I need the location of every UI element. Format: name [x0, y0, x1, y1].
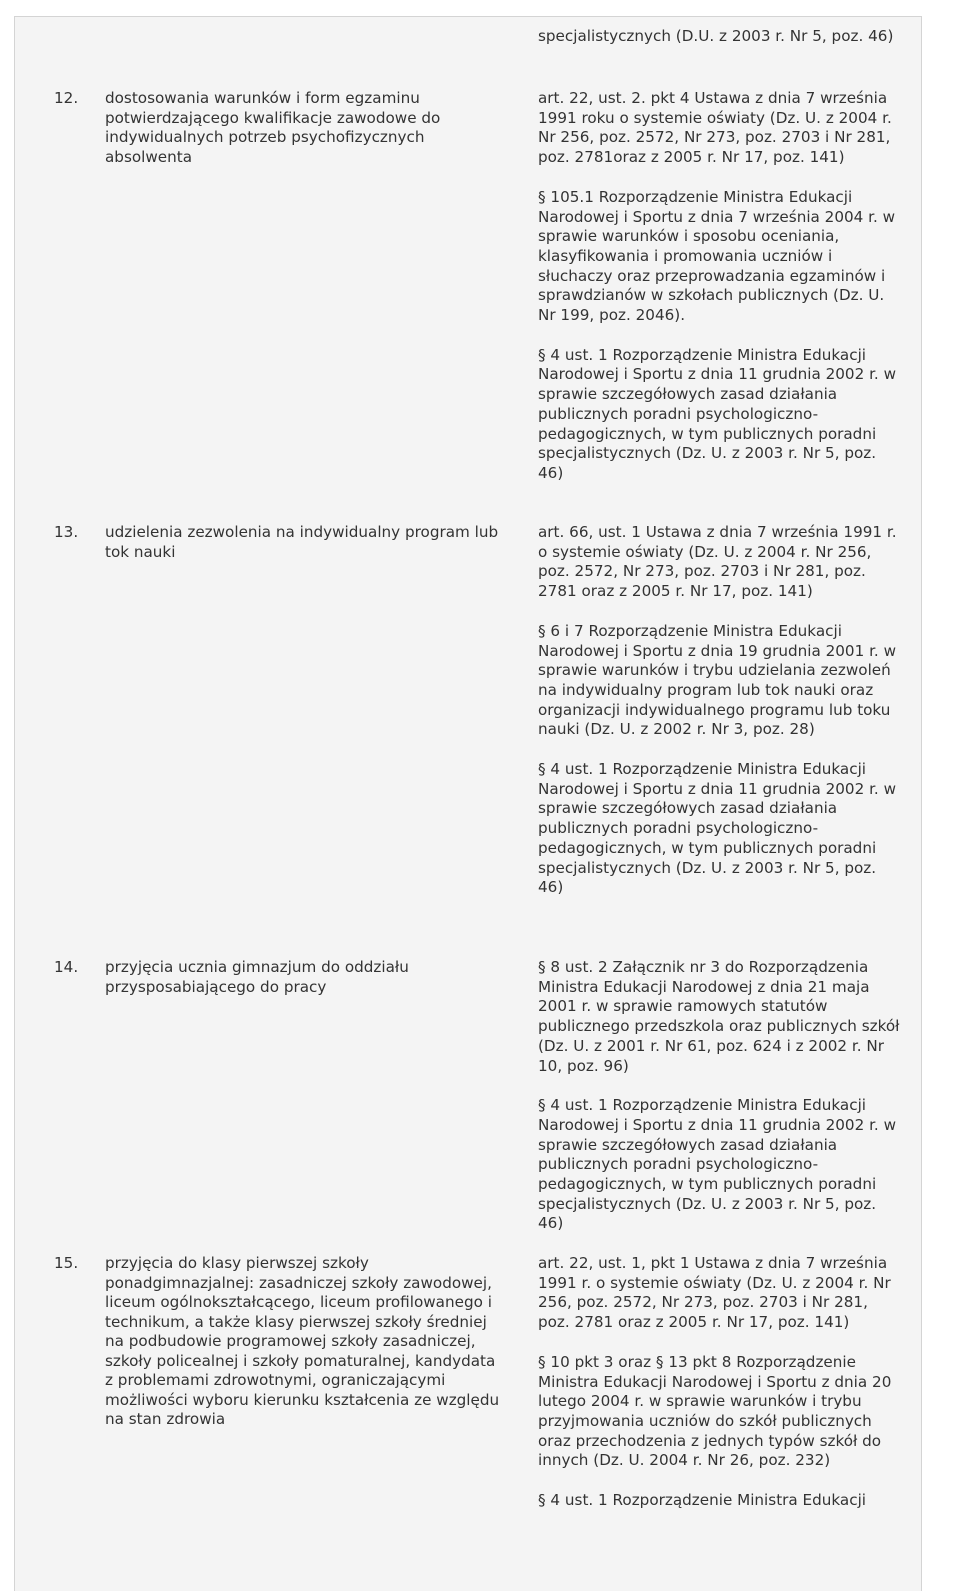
legal-basis-entry: § 105.1 Rozporządzenie Ministra Edukacji Narodowej i Sportu z dnia 7 września 2004 r. w sprawie warunków i sposobu oceniania, klasyfikowania i promowania uczniów i słuchaczy oraz przeprowadzania egzaminów i sprawdzianów w szkołach publicznych (Dz. U. Nr 199, poz. 2046). [538, 187, 896, 325]
legal-basis-entry: § 4 ust. 1 Rozporządzenie Ministra Edukacji [538, 1491, 867, 1510]
legal-basis-cell [538, 958, 903, 1254]
case-description: przyjęcia do klasy pierwszej szkoły ponadgimnazjalnej: zasadniczej szkoły zawodowej, liceum ogólnokształcącego, liceum profilowanego i technikum, a także klasy pierwszej szkoły średniej na podbudowie programowej szkoły zasadniczej, szkoły policealnej i szkoły pomaturalnej, kandydata z problemami zdrowotnymi, ograniczającymi możliwości wyboru kierunku kształcenia ze względu na stan zdrowia [105, 1254, 500, 1428]
legal-basis-entry: specjalistycznych (D.U. z 2003 r. Nr 5, poz. 46) [538, 27, 894, 45]
case-description: dostosowania warunków i form egzaminu potwierdzającego kwalifikacje zawodowe do indywidualnych potrzeb psychofizycznych absolwenta [105, 89, 441, 166]
legal-basis-cell [538, 27, 903, 67]
legal-basis-entry: § 10 pkt 3 oraz § 13 pkt 8 Rozporządzenie Ministra Edukacji Narodowej i Sportu z dnia 20 lutego 2004 r. w sprawie warunków i trybu przyjmowania uczniów do szkół publicznych oraz przechodzenia z jednych typów szkół do innych (Dz. U. 2004 r. Nr 26, poz. 232) [538, 1352, 892, 1470]
row-number: 13. [54, 523, 79, 541]
legal-basis-entry: art. 22, ust. 2. pkt 4 Ustawa z dnia 7 września 1991 roku o systemie oświaty (Dz. U. z 2004 r. Nr 256, poz. 2572, Nr 273, poz. 2703 i Nr 281, poz. 2781oraz z 2005 r. Nr 17, poz. 141) [538, 89, 892, 167]
legal-basis-cell [538, 1254, 903, 1531]
case-description: przyjęcia ucznia gimnazjum do oddziału przysposabiającego do pracy [105, 958, 409, 996]
row-number: 14. [54, 958, 79, 976]
legal-basis-entry: art. 22, ust. 1, pkt 1 Ustawa z dnia 7 września 1991 r. o systemie oświaty (Dz. U. z 2004 r. Nr 256, poz. 2572, Nr 273, poz. 2703 i Nr 281, poz. 2781 oraz z 2005 r. Nr 17, poz. 141) [538, 1254, 891, 1332]
legal-basis-entry: § 4 ust. 1 Rozporządzenie Ministra Edukacji Narodowej i Sportu z dnia 11 grudnia 2002 r. w sprawie szczegółowych zasad działania publicznych poradni psychologiczno-pedagogicznych, w tym publicznych poradni specjalistycznych (Dz. U. z 2003 r. Nr 5, poz. 46) [538, 760, 896, 897]
legal-basis-entry: § 4 ust. 1 Rozporządzenie Ministra Edukacji Narodowej i Sportu z dnia 11 grudnia 2002 r. w sprawie szczegółowych zasad działania publicznych poradni psychologiczno-pedagogicznych, w tym publicznych poradni specjalistycznych (Dz. U. z 2003 r. Nr 5, poz. 46) [538, 1096, 896, 1233]
legal-basis-cell [538, 523, 903, 918]
legal-basis-entry: § 6 i 7 Rozporządzenie Ministra Edukacji Narodowej i Sportu z dnia 19 grudnia 2001 r. w sprawie warunków i trybu udzielania zezwoleń na indywidualny program lub tok nauki oraz organizacji indywidualnego programu lub toku nauki (Dz. U. z 2002 r. Nr 3, poz. 28) [538, 621, 896, 739]
legal-basis-cell [538, 89, 903, 504]
legal-basis-entry: § 4 ust. 1 Rozporządzenie Ministra Edukacji Narodowej i Sportu z dnia 11 grudnia 2002 r. w sprawie szczegółowych zasad działania publicznych poradni psychologiczno-pedagogicznych, w tym publicznych poradni specjalistycznych (Dz. U. z 2003 r. Nr 5, poz. 46) [538, 345, 896, 482]
row-number: 15. [54, 1254, 79, 1272]
legal-basis-entry: § 8 ust. 2 Załącznik nr 3 do Rozporządzenia Ministra Edukacji Narodowej z dnia 21 maja 2001 r. w sprawie ramowych statutów publicznego przedszkola oraz publicznych szkół (Dz. U. z 2001 r. Nr 61, poz. 624 i z 2002 r. Nr 10, poz. 96) [538, 958, 900, 1075]
row-number: 12. [54, 89, 79, 107]
legal-basis-entry: art. 66, ust. 1 Ustawa z dnia 7 września 1991 r. o systemie oświaty (Dz. U. z 2004 r. Nr 256, poz. 2572, Nr 273, poz. 2703 i Nr 281, poz. 2781 oraz z 2005 r. Nr 17, poz. 141) [538, 523, 897, 601]
case-description: udzielenia zezwolenia na indywidualny program lub tok nauki [105, 523, 499, 561]
